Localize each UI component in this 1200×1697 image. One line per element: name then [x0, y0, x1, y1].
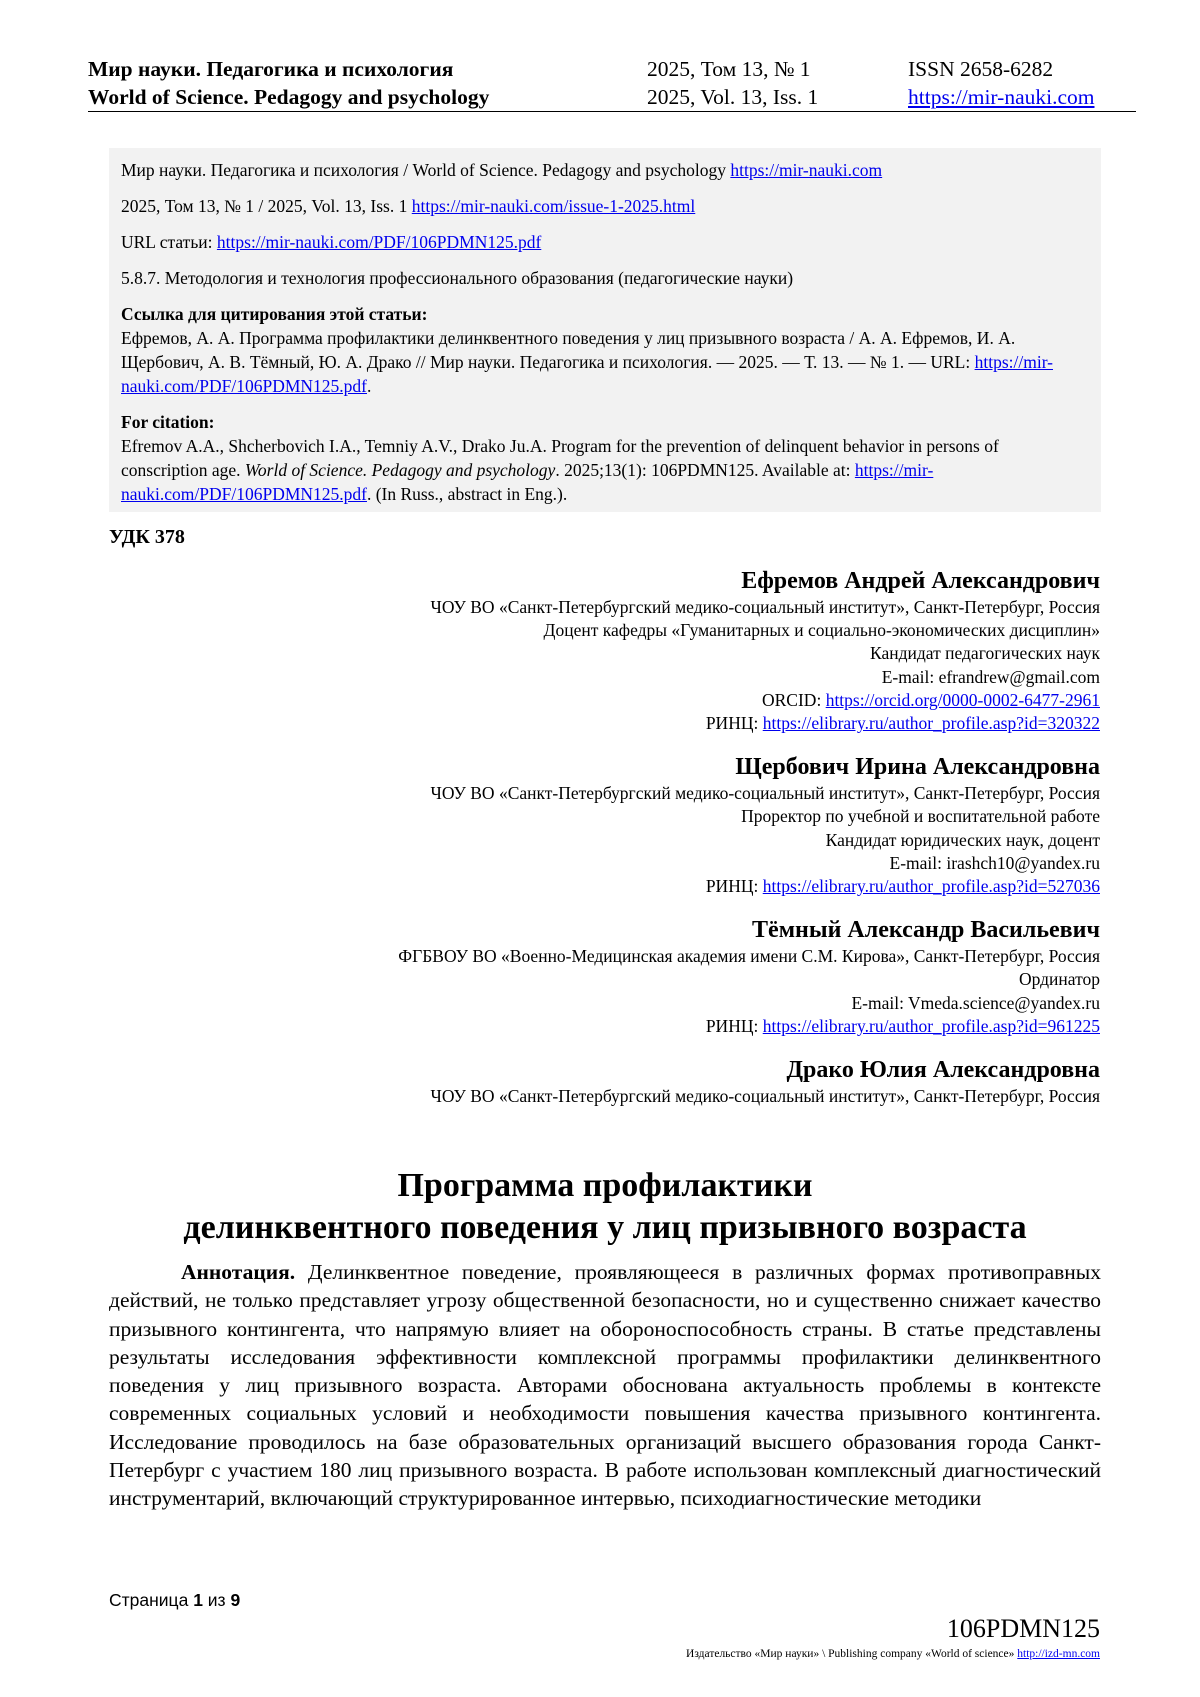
header-divider	[88, 111, 1136, 112]
article-title	[109, 1165, 1101, 1249]
info-journal-line: Мир науки. Педагогика и психология / World of Science. Pedagogy and psychology https://mir-nauki.com	[121, 160, 883, 180]
author-email: E-mail: efrandrew@gmail.com	[881, 666, 1100, 687]
author-degree: Кандидат педагогических наук	[870, 643, 1100, 664]
rinc-link[interactable]: https://elibrary.ru/author_profile.asp?id=527036	[762, 876, 1100, 897]
author-rinc: РИНЦ: https://elibrary.ru/author_profile.asp?id=320322	[705, 713, 1100, 734]
issn: ISSN 2658-6282	[908, 57, 1054, 81]
citation-ru-link[interactable]: https://mir-nauki.com/PDF/106PDMN125.pdf	[121, 352, 1053, 396]
author-email: E-mail: Vmeda.science@yandex.ru	[851, 992, 1100, 1013]
issue-info	[647, 55, 818, 111]
article-code: 106PDMN125	[946, 1614, 1100, 1643]
info-url-line: URL статьи: https://mir-nauki.com/PDF/106PDMN125.pdf	[121, 232, 542, 252]
journal-title-ru: Мир науки. Педагогика и психология	[88, 57, 454, 81]
rinc-link[interactable]: https://elibrary.ru/author_profile.asp?id=320322	[762, 713, 1100, 734]
author-card	[200, 915, 1100, 1038]
author-name: Драко Юлия Александровна	[786, 1057, 1100, 1084]
abstract	[109, 1258, 1101, 1513]
author-rinc: РИНЦ: https://elibrary.ru/author_profile.asp?id=961225	[705, 1015, 1100, 1036]
issue-ru: 2025, Том 13, № 1	[647, 57, 811, 81]
journal-link[interactable]: https://mir-nauki.com	[730, 160, 883, 180]
rinc-link[interactable]: https://elibrary.ru/author_profile.asp?id=961225	[762, 1015, 1100, 1036]
author-card	[200, 752, 1100, 898]
author-card	[200, 566, 1100, 735]
author-card	[200, 1055, 1100, 1108]
citation-info-box	[109, 148, 1101, 512]
author-position: Проректор по учебной и воспитательной работе	[741, 806, 1100, 827]
citation-en-text: Efremov A.A., Shcherbovich I.A., Temniy A.V., Drako Ju.A. Program for the prevention of delinquent behavior in persons of conscription age. World of Science. Pedagogy and psychology. 2025;13(1): 106PDMN125. Available at: https://mir-nauki.com/PDF/106PDMN125.pdf. (In Russ., abstract in Eng.).	[121, 436, 999, 504]
author-position: Ординатор	[1018, 969, 1100, 990]
citation-en-link[interactable]: https://mir-nauki.com/PDF/106PDMN125.pdf	[121, 460, 934, 504]
page-header	[88, 55, 1123, 111]
article-pdf-link[interactable]: https://mir-nauki.com/PDF/106PDMN125.pdf	[216, 232, 542, 252]
issue-en: 2025, Vol. 13, Iss. 1	[647, 85, 819, 109]
author-degree: Кандидат юридических наук, доцент	[825, 829, 1100, 850]
article-title-line: Программа профилактики	[397, 1167, 813, 1204]
issue-link[interactable]: https://mir-nauki.com/issue-1-2025.html	[411, 196, 696, 216]
author-email: E-mail: irashch10@yandex.ru	[889, 852, 1100, 873]
abstract-label: Аннотация.	[181, 1260, 296, 1284]
journal-title	[88, 55, 489, 111]
publisher-link[interactable]: http://izd-mn.com	[1017, 1648, 1100, 1660]
authors-block	[200, 566, 1100, 1125]
page-number: Страница 1 из 9	[109, 1590, 241, 1610]
info-issue-line: 2025, Том 13, № 1 / 2025, Vol. 13, Iss. 1 https://mir-nauki.com/issue-1-2025.html	[121, 196, 696, 216]
citation-ru-label: Ссылка для цитирования этой статьи:	[121, 304, 428, 324]
author-name: Ефремов Андрей Александрович	[741, 568, 1100, 594]
author-orcid: ORCID: https://orcid.org/0000-0002-6477-2961	[762, 689, 1100, 710]
author-rinc: РИНЦ: https://elibrary.ru/author_profile.asp?id=527036	[705, 876, 1100, 897]
citation-en-label: For citation:	[121, 412, 215, 432]
author-name: Тёмный Александр Васильевич	[752, 917, 1100, 944]
author-position: Доцент кафедры «Гуманитарных и социально-экономических дисциплин»	[543, 620, 1100, 641]
author-affiliation: ЧОУ ВО «Санкт-Петербургский медико-социальный институт», Санкт-Петербург, Россия	[430, 1086, 1100, 1107]
citation-ru-text: Ефремов, А. А. Программа профилактики делинквентного поведения у лиц призывного возраста / А. А. Ефремов, И. А. Щербович, А. В. Тёмный, Ю. А. Драко // Мир науки. Педагогика и психология. — 2025. — Т. 13. — № 1. — URL: https://mir-nauki.com/PDF/106PDMN125.pdf.	[121, 328, 1053, 396]
orcid-link[interactable]: https://orcid.org/0000-0002-6477-2961	[825, 689, 1100, 710]
article-title-line: делинквентного поведения у лиц призывного возраста	[183, 1209, 1027, 1246]
udk-code: УДК 378	[109, 526, 185, 548]
author-affiliation: ФГБВОУ ВО «Военно-Медицинская академия имени С.М. Кирова», Санкт-Петербург, Россия	[398, 946, 1100, 967]
journal-title-en: World of Science. Pedagogy and psychology	[88, 85, 490, 109]
issn-block	[908, 55, 1094, 111]
abstract-text: Делинквентное поведение, проявляющееся в различных формах противоправных действий, не только представляет угрозу общественной безопасности, но и существенно снижает качество призывного контингента, что напрямую влияет на обороноспособность страны. В статье представлены результаты исследования эффективности комплексной программы профилактики делинквентного поведения у лиц призывного возраста. Авторами обоснована актуальность проблемы в контексте современных социальных условий и необходимости повышения качества призывного контингента. Исследование проводилось на базе образовательных организаций высшего образования города Санкт-Петербург с участием 180 лиц призывного возраста. В работе использован комплексный диагностический инструментарий, включающий структурированное интервью, психодиагностические методики	[109, 1260, 1102, 1511]
info-specialty-line: 5.8.7. Методология и технология профессионального образования (педагогические науки)	[121, 268, 794, 288]
publisher-line: Издательство «Мир науки» \ Publishing company «World of science» http://izd-mn.com	[686, 1648, 1100, 1660]
author-affiliation: ЧОУ ВО «Санкт-Петербургский медико-социальный институт», Санкт-Петербург, Россия	[430, 597, 1100, 617]
author-name: Щербович Ирина Александровна	[735, 754, 1100, 781]
site-link[interactable]: https://mir-nauki.com	[908, 85, 1095, 109]
author-affiliation: ЧОУ ВО «Санкт-Петербургский медико-социальный институт», Санкт-Петербург, Россия	[430, 783, 1100, 804]
